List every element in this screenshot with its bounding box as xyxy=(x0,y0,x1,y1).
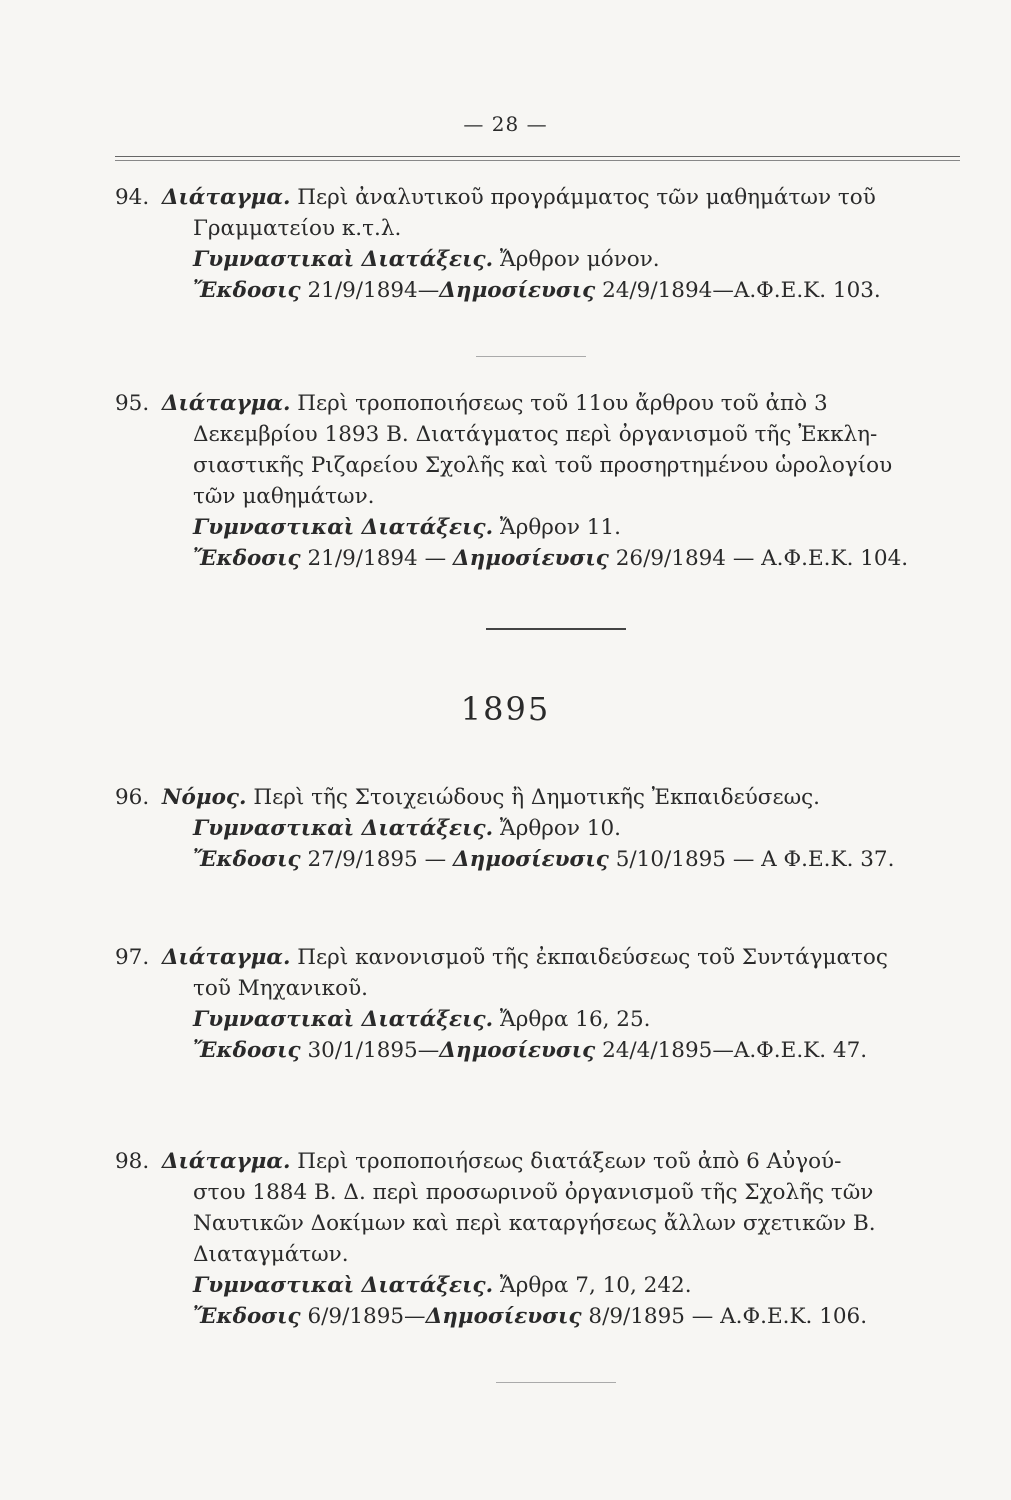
entry-divider xyxy=(476,356,586,357)
entry-95 xyxy=(115,388,975,574)
gym-label: Γυμναστικαὶ Διατάξεις. xyxy=(193,816,494,841)
entry-number: 97. xyxy=(115,945,150,970)
dimosieusis-text: 24/4/1895—Α.Φ.Ε.Κ. 47. xyxy=(602,1038,868,1063)
entry-type: Διάταγμα. xyxy=(161,185,291,210)
entry-text: Περὶ κανονισμοῦ τῆς ἐκπαιδεύσεως τοῦ Συντάγματος xyxy=(297,945,888,970)
entry-continuation: σιαστικῆς Ριζαρείου Σχολῆς καὶ τοῦ προσηρτημένου ὡρολογίου xyxy=(193,453,893,478)
ekdosis-date: 6/9/1895— xyxy=(307,1304,426,1329)
ekdosis-label: Ἔκδοσις xyxy=(193,1038,301,1063)
dimosieusis-label: Δημοσίευσις xyxy=(452,847,609,872)
dimosieusis-text: 24/9/1894—Α.Φ.Ε.Κ. 103. xyxy=(602,278,881,303)
entry-divider xyxy=(496,1382,616,1383)
entry-continuation: τῶν μαθημάτων. xyxy=(193,484,375,509)
gym-label: Γυμναστικαὶ Διατάξεις. xyxy=(193,247,494,272)
entry-text: Περὶ ἀναλυτικοῦ προγράμματος τῶν μαθημάτων τοῦ xyxy=(297,185,876,210)
ekdosis-date: 27/9/1895 — xyxy=(307,847,453,872)
entry-type: Νόμος. xyxy=(161,785,247,810)
entry-number: 96. xyxy=(115,785,150,810)
entry-94 xyxy=(115,182,975,306)
entry-continuation: τοῦ Μηχανικοῦ. xyxy=(193,976,368,1001)
entry-type: Διάταγμα. xyxy=(161,945,291,970)
year-heading: 1895 xyxy=(460,690,551,728)
dimosieusis-label: Δημοσίευσις xyxy=(439,278,596,303)
gym-label: Γυμναστικαὶ Διατάξεις. xyxy=(193,515,494,540)
entry-number: 94. xyxy=(115,185,150,210)
entry-type: Διάταγμα. xyxy=(161,391,291,416)
gym-label: Γυμναστικαὶ Διατάξεις. xyxy=(193,1273,494,1298)
entry-continuation: στου 1884 Β. Δ. περὶ προσωρινοῦ ὀργανισμοῦ τῆς Σχολῆς τῶν xyxy=(193,1180,874,1205)
ekdosis-date: 30/1/1895— xyxy=(307,1038,440,1063)
dimosieusis-label: Δημοσίευσις xyxy=(452,546,609,571)
ekdosis-label: Ἔκδοσις xyxy=(193,847,301,872)
entry-98 xyxy=(115,1146,975,1332)
entry-text: Περὶ τροποποιήσεως τοῦ 11ου ἄρθρου τοῦ ἀπὸ 3 xyxy=(297,391,828,416)
gym-text: Ἄρθρον 10. xyxy=(499,816,621,841)
ekdosis-date: 21/9/1894— xyxy=(307,278,440,303)
entry-continuation: Δεκεμβρίου 1893 Β. Διατάγματος περὶ ὀργανισμοῦ τῆς Ἐκκλη- xyxy=(193,422,878,447)
ekdosis-label: Ἔκδοσις xyxy=(193,1304,301,1329)
ekdosis-date: 21/9/1894 — xyxy=(307,546,453,571)
ekdosis-label: Ἔκδοσις xyxy=(193,278,301,303)
entry-text: Περὶ τροποποιήσεως διατάξεων τοῦ ἀπὸ 6 Αὐγού- xyxy=(297,1149,842,1174)
header-rule xyxy=(115,156,960,161)
ekdosis-label: Ἔκδοσις xyxy=(193,546,301,571)
page-number: — 28 — xyxy=(463,112,548,136)
entry-97 xyxy=(115,942,975,1066)
dimosieusis-label: Δημοσίευσις xyxy=(439,1038,596,1063)
entry-type: Διάταγμα. xyxy=(161,1149,291,1174)
entry-number: 95. xyxy=(115,391,150,416)
gym-label: Γυμναστικαὶ Διατάξεις. xyxy=(193,1007,494,1032)
entry-continuation: Γραμματείου κ.τ.λ. xyxy=(193,216,402,241)
section-divider xyxy=(486,628,626,630)
dimosieusis-text: 26/9/1894 — Α.Φ.Ε.Κ. 104. xyxy=(615,546,909,571)
dimosieusis-label: Δημοσίευσις xyxy=(425,1304,582,1329)
dimosieusis-text: 8/9/1895 — Α.Φ.Ε.Κ. 106. xyxy=(588,1304,868,1329)
gym-text: Ἄρθρον 11. xyxy=(499,515,621,540)
gym-text: Ἄρθρον μόνον. xyxy=(499,247,660,272)
entry-continuation: Ναυτικῶν Δοκίμων καὶ περὶ καταργήσεως ἄλλων σχετικῶν Β. xyxy=(193,1211,876,1236)
entry-continuation: Διαταγμάτων. xyxy=(193,1242,349,1267)
dimosieusis-text: 5/10/1895 — Α Φ.Ε.Κ. 37. xyxy=(615,847,895,872)
entry-96 xyxy=(115,782,975,875)
gym-text: Ἄρθρα 16, 25. xyxy=(499,1007,651,1032)
gym-text: Ἄρθρα 7, 10, 242. xyxy=(499,1273,692,1298)
entry-number: 98. xyxy=(115,1149,150,1174)
entry-text: Περὶ τῆς Στοιχειώδους ἢ Δημοτικῆς Ἐκπαιδεύσεως. xyxy=(253,785,821,810)
